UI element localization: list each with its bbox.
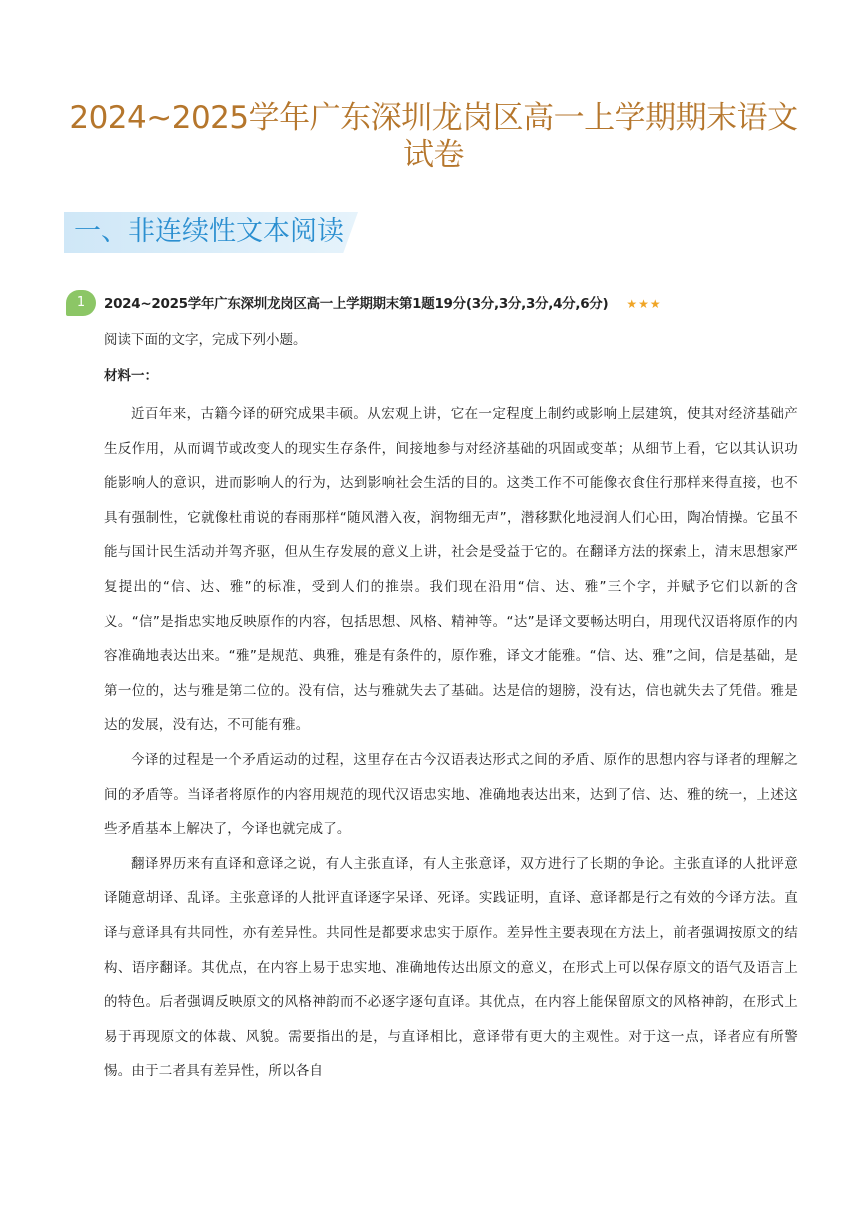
passage <box>104 397 798 1089</box>
difficulty-stars: ★★★ <box>626 297 662 311</box>
question-instruction: 阅读下面的文字，完成下列小题。 <box>104 332 307 348</box>
question-header-text: 2024~2025学年广东深圳龙岗区高一上学期期末第1题19分(3分,3分,3分,4分,6分) <box>104 296 609 312</box>
passage-paragraph: 近百年来，古籍今译的研究成果丰硕。从宏观上讲，它在一定程度上制约或影响上层建筑，使其对经济基础产生反作用，从而调节或改变人的现实生存条件，间接地参与对经济基础的巩固或变革；从细节上看，它以其认识功能影响人的意识，进而影响人的行为，达到影响社会生活的目的。这类工作不可能像衣食住行那样来得直接，也不具有强制性，它就像杜甫说的春雨那样“随风潜入夜，润物细无声”，潜移默化地浸润人们心田，陶冶情操。它虽不能与国计民生活动并驾齐驱，但从生存发展的意义上讲，社会是受益于它的。在翻译方法的探索上，清末思想家严复提出的“信、达、雅”的标准，受到人们的推崇。我们现在沿用“信、达、雅”三个字，并赋予它们以新的含义。“信”是指忠实地反映原作的内容，包括思想、风格、精神等。“达”是译文要畅达明白，用现代汉语将原作的内容准确地表达出来。“雅”是规范、典雅，雅是有条件的，原作雅，译文才能雅。“信、达、雅”之间，信是基础，是第一位的，达与雅是第二位的。没有信，达与雅就失去了基础。达是信的翅膀，没有达，信也就失去了凭借。雅是达的发展，没有达，不可能有雅。 <box>104 406 798 734</box>
question-number-badge: 1 <box>66 290 96 316</box>
passage-paragraph: 翻译界历来有直译和意译之说，有人主张直译，有人主张意译，双方进行了长期的争论。主张直译的人批评意译随意胡译、乱译。主张意译的人批评直译逐字呆译、死译。实践证明，直译、意译都是行之有效的今译方法。直译与意译具有共同性，亦有差异性。共同性是都要求忠实于原作。差异性主要表现在方法上，前者强调按原文的结构、语序翻译。其优点，在内容上易于忠实地、准确地传达出原文的意义，在形式上可以保存原文的语气及语言上的特色。后者强调反映原文的风格神韵而不必逐字逐句直译。其优点，在内容上能保留原文的风格神韵，在形式上易于再现原文的体裁、风貌。需要指出的是，与直译相比，意译带有更大的主观性。对于这一点，译者应有所警惕。由于二者具有差异性，所以各自 <box>104 855 798 1080</box>
material-label: 材料一： <box>104 368 158 384</box>
section-title: 一、非连续性文本阅读 <box>74 216 344 247</box>
page-title: 2024~2025学年广东深圳龙岗区高一上学期期末语文试卷 <box>69 100 798 173</box>
passage-paragraph: 今译的过程是一个矛盾运动的过程，这里存在古今汉语表达形式之间的矛盾、原作的思想内容与译者的理解之间的矛盾等。当译者将原作的内容用规范的现代汉语忠实地、准确地表达出来，达到了信、达、雅的统一，上述这些矛盾基本上解决了，今译也就完成了。 <box>104 751 798 838</box>
question-header <box>104 294 662 314</box>
